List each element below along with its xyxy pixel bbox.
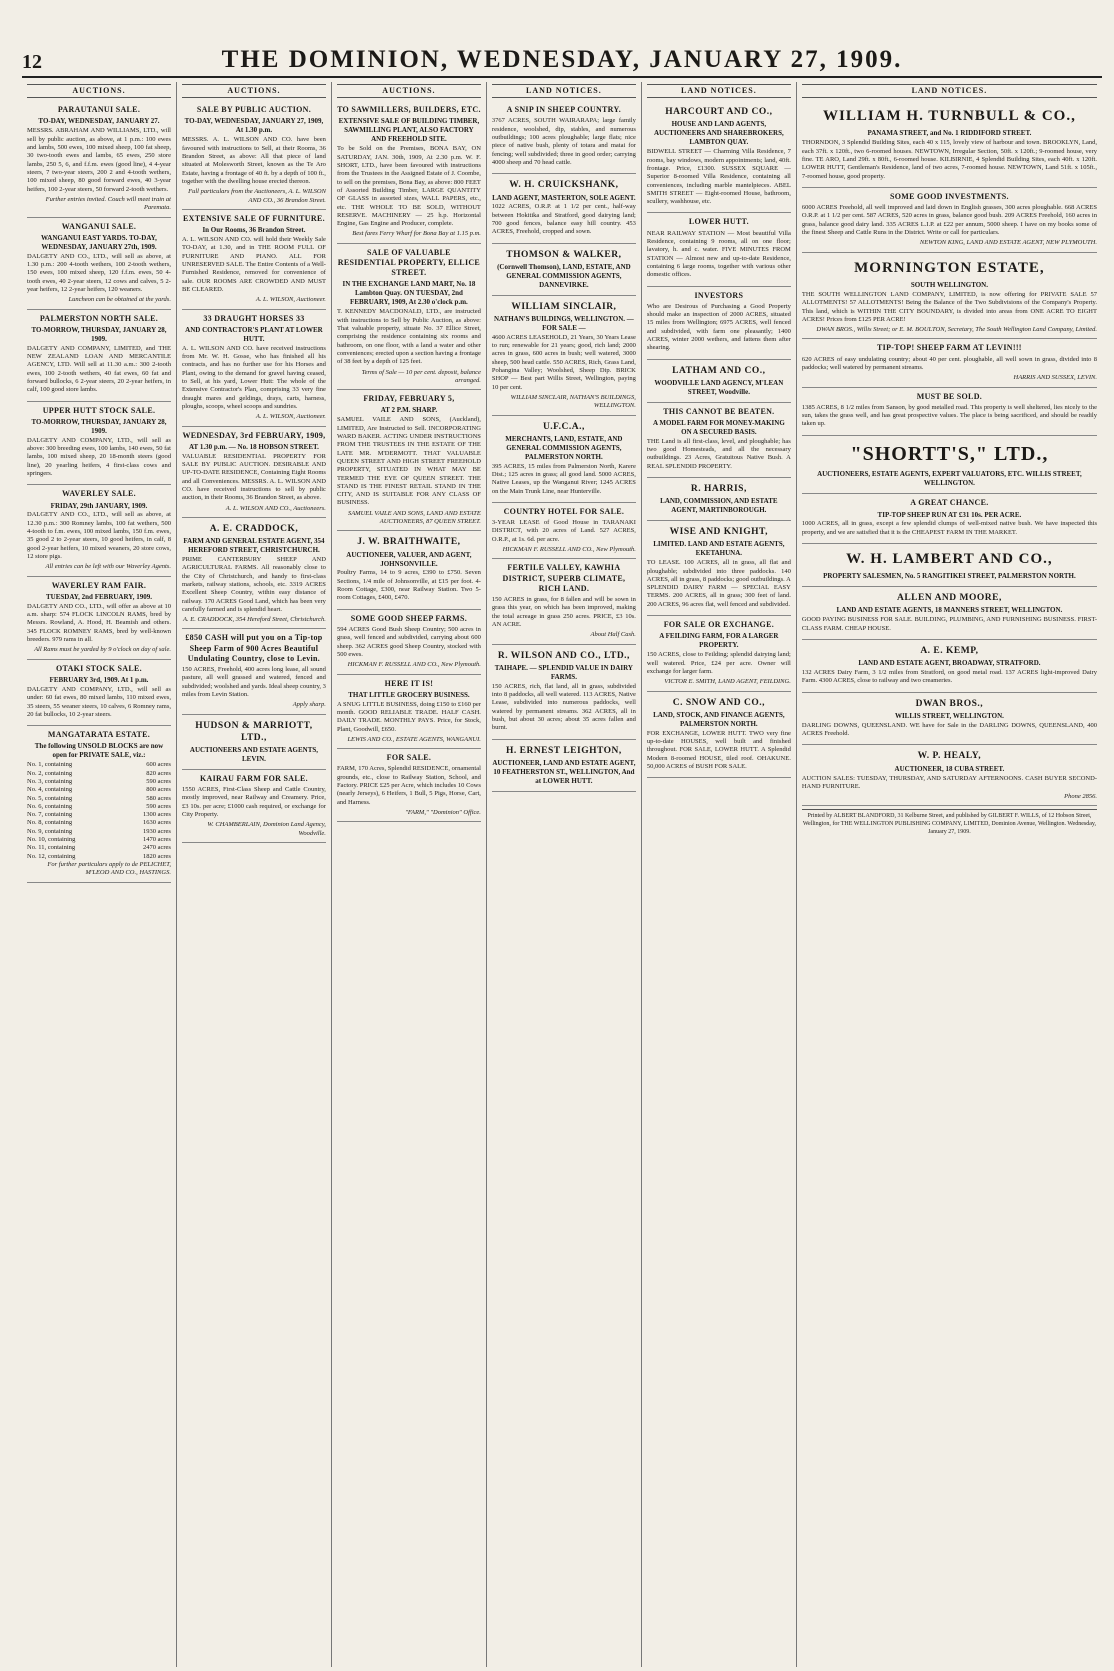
advertisement <box>337 610 481 675</box>
lot-area: 1930 acres <box>142 827 171 835</box>
advertisement <box>182 715 326 770</box>
advertisement <box>802 494 1097 544</box>
lot-area: 580 acres <box>146 794 171 802</box>
ad-subheading: IN THE EXCHANGE LAND MART, No. 18 Lambton Quay. ON TUESDAY, 2nd FEBRUARY, 1909, At 2.30 o'clock p.m. <box>342 280 476 307</box>
advertisement <box>27 310 171 402</box>
lot-label: No. 2, containing <box>27 769 73 777</box>
ad-headline: W. P. HEALY, <box>917 751 982 762</box>
lot-row <box>27 795 171 803</box>
ad-signature: Best fares Ferry Wharf for Bona Bay at 1.15 p.m. <box>352 230 481 238</box>
advertisement <box>337 531 481 609</box>
ad-subheading: WANGANUI EAST YARDS. TO-DAY, WEDNESDAY, JANUARY 27th, 1909. <box>41 233 157 251</box>
lot-row <box>27 844 171 852</box>
advertisement <box>337 675 481 750</box>
ad-signature: "FARM," "Dominion" Office. <box>405 809 481 817</box>
ad-headline: FRIDAY, FEBRUARY 5, <box>363 394 455 404</box>
page-number: 12 <box>22 51 42 73</box>
ad-body: FOR EXCHANGE, LOWER HUTT. TWO very fine up-to-date HOUSES, well built and finished throughout. FOR SALE, LOWER HUTT. A Splendid Modern 8-roomed HOUSE, tiled roof. OHAKUNE. 50,000 ACRES of BUSH FOR SALE. <box>646 729 791 770</box>
ad-signature: All entries can be left with our Waverley Agents. <box>45 563 171 571</box>
ad-headline: COUNTRY HOTEL FOR SALE. <box>503 506 625 516</box>
ad-subheading: TO-DAY, WEDNESDAY, JANUARY 27. <box>38 117 160 126</box>
advertisement <box>27 660 171 726</box>
lot-row <box>27 786 171 794</box>
column-6 <box>797 82 1102 1667</box>
ad-headline: FOR SALE. <box>386 753 432 763</box>
ad-body: DALGETY AND CO., LTD., will sell as above, at 1.30 p.m.: 200 4-tooth wethers, 100 2-tooth wethers, 150 ewes, 100 mixed sheep, 120 f.f.m. ewes, 50 4-tooth ewes, 40 2-year steers, 12 cows and calves, 5 2-year heifers, 12 2-year heifers, 120 weaners. <box>27 252 171 293</box>
ad-subheading: The following UNSOLD BLOCKS are now open for PRIVATE SALE, viz.: <box>34 742 164 760</box>
advertisement <box>492 645 636 740</box>
advertisement <box>492 174 636 243</box>
advertisement <box>647 287 791 360</box>
ad-signature: NEWTON KING, LAND AND ESTATE AGENT, NEW PLYMOUTH. <box>919 239 1097 247</box>
ad-headline: MANGATARATA ESTATE. <box>47 730 151 740</box>
ad-headline: THIS CANNOT BE BEATEN. <box>663 406 775 416</box>
ad-headline: WILLIAM SINCLAIR, <box>511 301 617 312</box>
ad-body: 3767 ACRES, SOUTH WAIRARAPA; large family residence, woolshed, dip, stables, and numerous outbuildings; 100 acres ploughable; large flats; nice piece of native bush, plenty of totara and matai for fencing; well subdivided; three in good order; carrying 4000 sheep and 70 head cattle. <box>491 117 636 167</box>
ad-body: 1550 ACRES, First-Class Sheep and Cattle Country, mostly improved, near Railway and Creamery. Price, £3 10s. per acre; £1000 cash required, or exchange for City Property. <box>181 786 326 819</box>
ad-signature: Further entries invited. Couch will meet train at Paremata. <box>45 195 171 212</box>
ad-body: 150 ACRES, close to Feilding; splendid dairying land; well watered. Price, £24 per acre. Owner will exchange for larger farm. <box>646 651 791 675</box>
ad-headline: WILLIAM H. TURNBULL & CO., <box>822 108 1076 125</box>
ad-headline: U.F.C.A., <box>542 421 585 432</box>
lot-area: 1300 acres <box>142 811 171 819</box>
advertisement <box>27 485 171 576</box>
ad-signature: W. CHAMBERLAIN, Dominion Land Agency, Woodville. <box>207 821 326 837</box>
ad-headline: HARCOURT AND CO., <box>665 107 773 118</box>
ad-headline: A SNIP IN SHEEP COUNTRY. <box>506 105 622 115</box>
ad-signature: Terms of Sale — 10 per cent. deposit, balance arranged. <box>361 368 481 384</box>
ad-headline: WAVERLEY SALE. <box>61 489 136 499</box>
lot-row <box>27 819 171 827</box>
ad-body: 3-YEAR LEASE of Good House in TARANAKI DISTRICT, with 20 acres of Land. 527 ACRES, O.R.P., at 1s. 6d. per acre. <box>491 519 636 543</box>
column-heading: LAND NOTICES. <box>802 84 1097 98</box>
ad-headline: J. W. BRAITHWAITE, <box>357 537 461 548</box>
ad-subheading: PROPERTY SALESMEN, No. 5 RANGITIKEI STREET, PALMERSTON NORTH. <box>823 572 1076 581</box>
advertisement <box>802 101 1097 188</box>
ad-headline: UPPER HUTT STOCK SALE. <box>42 405 156 415</box>
lot-label: No. 9, containing <box>27 827 73 835</box>
ad-signature: HARRIS AND SUSSEX, LEVIN. <box>1013 374 1097 382</box>
ad-signature: LEWIS AND CO., ESTATE AGENTS, WANGANUI. <box>347 735 481 743</box>
ad-subheading: WOODVILLE LAND AGENCY, M'LEAN STREET, Woodville. <box>654 378 784 396</box>
ad-headline: SALE BY PUBLIC AUCTION. <box>196 105 312 115</box>
advertisement <box>647 616 791 691</box>
lot-label: No. 12, containing <box>27 852 76 860</box>
ad-headline: FERTILE VALLEY, KAWHIA DISTRICT, SUPERB CLIMATE, RICH LAND. <box>502 563 626 593</box>
lot-area: 2470 acres <box>142 844 171 852</box>
ad-signature: Full particulars from the Auctioneers, A. L. WILSON AND CO., 36 Brandon Street. <box>188 188 326 204</box>
advertisement <box>27 402 171 486</box>
ad-headline: R. WILSON AND CO., LTD., <box>497 650 630 661</box>
advertisement <box>647 101 791 213</box>
advertisement <box>802 339 1097 387</box>
ad-signature: VICTOR E. SMITH, LAND AGENT, FEILDING. <box>664 678 791 686</box>
ad-subheading: LAND AGENT, MASTERTON, SOLE AGENT. <box>492 193 636 202</box>
ad-signature: For further particulars apply to de PELICHET, M'LEOD AND CO., HASTINGS. <box>47 861 171 877</box>
ad-body: MESSRS. ABRAHAM AND WILLIAMS, LTD., will sell by public auction, as above, at 1 p.m.: 100 ewes and lambs, 500 ewes, 100 mixed sheep, 100 fat sheep, 30 two-tooth ewes and lambs, 65 ewes, 250 store lambs, 250 5, 6, and f.f.m. ewes (good line), 4 4-year steers, 7 two-year steers, 200 2 and 4-tooth wethers, 100 mixed sheep, 80 good forward ewes, 40 3-year heifers, 100 2-year steers, 50 forward 2-tooth wethers. <box>27 127 171 193</box>
lot-label: No. 10, containing <box>27 836 76 844</box>
advertisement <box>492 296 636 416</box>
ad-body: A SNUG LITTLE BUSINESS, doing £150 to £160 per month. GOOD RELIABLE TRADE. HALF CASH. DAILY TRADE. MONTHLY PAYS. Price, for Stock, Plant, Goodwill, £650. <box>336 700 481 733</box>
ad-body: 1385 ACRES, 8 1/2 miles from Sanson, by good metalled road. This property is well sheltered, lies nicely to the sun, takes the grass well, and has great prospective values. The place is being sacrificed, and should be readily taken up. <box>801 403 1097 428</box>
ad-headline: W. H. LAMBERT AND CO., <box>846 551 1053 568</box>
ad-body: A. L. WILSON AND CO. will hold their Weekly Sale TO-DAY, at 1.30, and in THE ROOM FULL OF FURNITURE AND PIANO. ALL FOR UNRESERVED SALE. The Entire Contents of a Well-Furnished Residence, removed for convenience of sale. OUR ROOMS ARE CROWDED AND MUST BE CLEARED. <box>181 236 326 293</box>
ad-headline: R. HARRIS, <box>690 484 747 495</box>
ad-body: 150 ACRES, Freehold, 400 acres long lease, all sound pasture, all well grassed and watered, fenced and subdivided; woolshed and yards. Ideal sheep country, 3 miles from Levin Station. <box>181 666 326 699</box>
advertisement <box>337 749 481 822</box>
ad-signature: DWAN BROS., Willis Street; or E. M. BOULTON, Secretary, The South Wellington Land Company, Limited. <box>816 326 1097 334</box>
advertisement <box>492 244 636 296</box>
ad-subheading: EXTENSIVE SALE OF BUILDING TIMBER, SAWMILLING PLANT, ALSO FACTORY AND FREEHOLD SITE. <box>338 117 480 144</box>
ad-headline: PARAUTANUI SALE. <box>57 105 141 115</box>
lot-area: 800 acres <box>146 786 171 794</box>
ad-body: GOOD PAYING BUSINESS FOR SALE. BUILDING, PLUMBING, AND FURNISHING BUSINESS. FIRST-CLASS FARM. CHEAP HOUSE. <box>801 616 1097 632</box>
ad-headline: THOMSON & WALKER, <box>506 249 622 260</box>
ad-headline: EXTENSIVE SALE OF FURNITURE. <box>182 213 325 223</box>
ad-signature: Apply sharp. <box>292 701 326 709</box>
advertisement <box>182 518 326 630</box>
lot-label: No. 6, containing <box>27 802 73 810</box>
advertisement <box>802 436 1097 495</box>
ad-signature: SAMUEL VAILE AND SONS, LAND AND ESTATE AUCTIONEERS, 87 QUEEN STREET. <box>347 509 481 526</box>
ad-body: DALGETY AND COMPANY, LIMITED, and THE NEW ZEALAND LOAN AND MERCANTILE AGENCY, LTD. Will sell at 11.30 a.m.: 300 2-tooth ewes, 100 2-tooth wethers, 40 fat ewes, 60 fat and forward bullocks, 6 2-year steers, 20 2-year heifers, in calf, 100 good store lambs. <box>27 344 171 394</box>
ad-headline: SALE OF VALUABLE RESIDENTIAL PROPERTY, ELLICE STREET. <box>337 247 481 278</box>
ad-subheading: LAND AND ESTATE AGENT, BROADWAY, STRATFORD. <box>858 659 1041 668</box>
ad-body: 6000 ACRES Freehold, all well improved and laid down in English grasses, 300 acres ploughable. 668 ACRES O.R.P. at 1 1/2 per cent. 587 ACRES, 520 acres in grass, balance good bush. 209 ACRES Freehold, 160 acres in grass, balance good dairy land. 335 ACRES L.I.P. at £22 per annum, 5000 sheep. I have on my books some of the finest Sheep and Cattle Runs in the District. Write or call for particulars. <box>801 204 1097 237</box>
column-heading: AUCTIONS. <box>182 84 326 98</box>
lot-row <box>27 770 171 778</box>
ad-subheading: LIMITED. LAND AND ESTATE AGENTS, EKETAHUNA. <box>653 540 785 558</box>
ad-body: DALGETY AND COMPANY, LTD., will sell as above: 300 breeding ewes, 100 lambs, 140 ewes, 50 fat lambs, 100 mixed sheep, 20 18-month steers (good line), 20 yearling heifers, 4 first-class cows and springers. <box>27 436 171 477</box>
ad-subheading: MERCHANTS, LAND, ESTATE, AND GENERAL COMMISSION AGENTS, PALMERSTON NORTH. <box>505 434 623 461</box>
column-heading: AUCTIONS. <box>27 84 171 98</box>
ad-subheading: TO-MORROW, THURSDAY, JANUARY 28, 1909. <box>31 325 167 343</box>
lot-row <box>27 778 171 786</box>
ad-subheading: TAIHAPE. — SPLENDID VALUE IN DAIRY FARMS. <box>494 663 633 681</box>
lot-label: No. 8, containing <box>27 819 73 827</box>
lot-area: 1470 acres <box>142 836 171 844</box>
ad-headline: PALMERSTON NORTH SALE. <box>39 313 159 323</box>
lot-area: 1630 acres <box>142 819 171 827</box>
ad-subheading: LAND, COMMISSION, AND ESTATE AGENT, MARTINBOROUGH. <box>660 497 778 515</box>
ad-headline: SOME GOOD SHEEP FARMS. <box>350 613 468 623</box>
ad-subheading: AUCTIONEER, LAND AND ESTATE AGENT, 10 FEATHERSTON ST., WELLINGTON, And at LOWER HUTT. <box>492 758 636 785</box>
ad-headline: WEDNESDAY, 3rd FEBRUARY, 1909, <box>182 430 326 440</box>
ad-subheading: TUESDAY, 2nd FEBRUARY, 1909. <box>46 592 152 601</box>
advertisement <box>182 629 326 714</box>
ad-signature: A. L. WILSON AND CO., Auctioneers. <box>225 504 326 512</box>
advertisement <box>647 521 791 616</box>
advertisement <box>27 577 171 660</box>
ad-signature: HICKMAN F. RUSSELL AND CO., New Plymouth. <box>347 661 481 669</box>
advertisement <box>337 390 481 531</box>
advertisement <box>492 416 636 503</box>
lot-area: 1820 acres <box>142 852 171 860</box>
lot-label: No. 7, containing <box>27 811 73 819</box>
ad-subheading: PANAMA STREET, and No. 1 RIDDIFORD STREET. <box>867 129 1032 138</box>
newspaper-title: THE DOMINION, WEDNESDAY, JANUARY 27, 1909. <box>221 46 903 73</box>
ad-headline: TO SAWMILLERS, BUILDERS, ETC. <box>337 105 481 115</box>
ad-body: 620 ACRES of easy undulating country; about 40 per cent. ploughable, all well sown in grass, divided into 8 paddocks; well watered by permanent streams. <box>801 355 1097 371</box>
ad-subheading: AUCTIONEER, 18 CUBA STREET. <box>894 764 1005 773</box>
ad-body: NEAR RAILWAY STATION — Most beautiful Villa Residence, containing 9 rooms, all on one floor; lavatory, h. and c. water. FIVE MINUTES FROM STATION — Almost new and up-to-date Residence, containing 6 large rooms, together with various other domestic offices. <box>646 229 791 279</box>
ad-subheading: AUCTIONEER, VALUER, AND AGENT, JOHNSONVILLE. <box>346 550 472 568</box>
lot-label: No. 3, containing <box>27 777 73 785</box>
ad-subheading: AT 2 P.M. SHARP. <box>380 406 438 415</box>
advertisement <box>182 770 326 843</box>
ad-headline: WANGANUI SALE. <box>61 221 137 231</box>
lot-row <box>27 803 171 811</box>
advertisement <box>492 559 636 644</box>
ad-body: To be Sold on the Premises, BONA BAY, ON SATURDAY, JAN. 30th, 1909, At 2.30 p.m. W. F. SHORT, LTD., have been favoured with instructions from the Trustees in the Assigned Estate of J. Coombe, to sell on the premises, Bona Bay, as above: 800 FEET of Assorted Building Timber, LARGE QUANTITY OF GLASS in assorted sizes, WALL PAPERS, etc., etc. THE WHOLE TO BE SOLD, WITHOUT RESERVE. MACHINERY — 25 h.p. Horizontal Engine, Gas Engine and Producer, complete. <box>336 145 481 228</box>
lot-area: 600 acres <box>146 761 171 769</box>
ad-body: THE Land is all first-class, level, and ploughable; has two good Homesteads, and all the necessary outbuildings. 23 Acres, Gratuitous Native Bush. A REAL SPLENDID PROPERTY. <box>646 437 791 470</box>
ad-signature: Phone 2856. <box>1064 793 1097 801</box>
advertisement <box>182 210 326 310</box>
column-5 <box>642 82 797 1667</box>
ad-body: 594 ACRES Good Bush Sheep Country; 500 acres in grass, well fenced and subdivided, carrying about 600 sheep. 362 ACRES good Sheep Country, stocked with 500 ewes. <box>336 625 481 658</box>
ad-body: FARM, 170 Acres, Splendid RESIDENCE, ornamental grounds, etc., close to Railway Station, School, and Factory. PRICE £25 per Acre, which includes 10 Cows (nearly Jerseys), 6 Heifers, 1 Bull, 5 Pigs, Horse, Cart, and Harness. <box>336 765 481 806</box>
ad-subheading: LAND AND ESTATE AGENTS, 18 MANNERS STREET, WELLINGTON. <box>836 606 1063 615</box>
ad-subheading: FARM AND GENERAL ESTATE AGENT, 354 HEREFORD STREET, CHRISTCHURCH. <box>183 537 325 554</box>
ad-body: 1022 ACRES, O.R.P. at 1 1/2 per cent., half-way between Hokitika and Stratford, good dairying land; 700 good fences, balance easy hill country. 453 ACRES, Freehold, cropped and sown. <box>491 203 636 236</box>
advertisement <box>647 360 791 403</box>
advertisement <box>27 101 171 217</box>
ad-subheading: TO-MORROW, THURSDAY, JANUARY 28, 1909. <box>31 417 167 435</box>
ad-headline: OTAKI STOCK SALE. <box>56 663 142 673</box>
ad-headline: SOME GOOD INVESTMENTS. <box>889 191 1009 201</box>
ad-subheading: FEBRUARY 3rd, 1909. At 1 p.m. <box>49 675 149 684</box>
ad-headline: 33 DRAUGHT HORSES 33 <box>203 313 305 323</box>
advertisement <box>802 544 1097 587</box>
ad-subheading: TO-DAY, WEDNESDAY, JANUARY 27, 1909, At 1.30 p.m. <box>184 117 324 135</box>
ad-body: MESSRS. A. L. WILSON AND CO. have been favoured with instructions to Sell, at their Rooms, 36 Brandon Street, as above: All that piece of land situated at Molesworth Street, known as the Te Aro Estate, having a frontage of 40 ft. by a depth of 100 ft., together with the dwelling house erected thereon. <box>181 136 326 185</box>
lot-area: 590 acres <box>146 777 171 785</box>
ad-body: 4600 ACRES LEASEHOLD, 21 Years, 30 Years Lease to run; renewable for 21 years; good, rich land; 2000 acres in grass, 600 acres in bush; well watered, 3000 sheep, 500 head cattle. 550 ACRES, Rich, Grass Land, Pohangina Valley; Woolshed, Sheep Dip. BRICK SHOP — Best part Willis Street, Wellington, paying 10 per cent. <box>491 333 636 391</box>
advertisement <box>182 427 326 518</box>
ad-body: Who are Desirous of Purchasing a Good Property should make an inspection of 2000 ACRES, situated 15 miles from Wellington; 6975 ACRES, well fenced and subdivided, with farm one pleasantly; 1400 ACRES, winter 2000 wethers, and fattens them after shearing. <box>646 302 791 352</box>
column-2 <box>177 82 332 1667</box>
advertisement <box>802 640 1097 693</box>
ad-subheading: AUCTIONEERS, ESTATE AGENTS, EXPERT VALUATORS, ETC. WILLIS STREET, WELLINGTON. <box>817 470 1082 488</box>
column-3 <box>332 82 487 1667</box>
column-4 <box>487 82 642 1667</box>
ad-subheading: NATHAN'S BUILDINGS, WELLINGTON. — FOR SALE — <box>493 314 634 332</box>
ad-headline: WISE AND KNIGHT, <box>669 527 769 538</box>
advertisement <box>337 101 481 244</box>
ad-headline: MUST BE SOLD. <box>916 391 983 401</box>
ad-headline: A. E. KEMP, <box>920 645 979 656</box>
column-heading: LAND NOTICES. <box>492 84 636 98</box>
advertisement <box>182 310 326 427</box>
column-heading: AUCTIONS. <box>337 84 481 98</box>
ad-subheading: LAND, STOCK, AND FINANCE AGENTS, PALMERSTON NORTH. <box>653 710 785 728</box>
columns-grid <box>22 82 1102 1667</box>
ad-body: BIDWELL STREET — Charming Villa Residence, 7 rooms, bay windows, modern appointments; land, 40ft. frontage. Price, £1300. SUSSEX SQUARE — Superior 8-roomed Villa Residence, containing all conveniences, including marble mantelpieces. ABEL SMITH STREET — Eight-roomed House, bathroom, scullery, washhouse, etc. <box>646 148 791 206</box>
lot-row <box>27 761 171 769</box>
ad-body: 132 ACRES Dairy Farm, 3 1/2 miles from Stratford, on good metal road. 137 ACRES light-improved Dairy Farm. 4300 ACRES, close to railway and two creameries. <box>801 669 1097 685</box>
ad-headline: HUDSON & MARRIOTT, LTD., <box>195 720 313 743</box>
advertisement <box>647 478 791 521</box>
ad-body: AUCTION SALES: TUESDAY, THURSDAY, AND SATURDAY AFTERNOONS. CASH BUYER SECOND-HAND FURNITURE. <box>801 774 1097 790</box>
ad-body: DARLING DOWNS, QUEENSLAND. WE have for Sale in the DARLING DOWNS, QUEENSLAND, 400 ACRES Freehold. <box>801 721 1097 738</box>
lot-row <box>27 828 171 836</box>
ad-headline: LATHAM AND CO., <box>672 365 766 376</box>
ad-body: DALGETY AND COMPANY, LTD., will sell as under: 60 fat ewes, 80 mixed lambs, 110 mixed ewes, 35 steers, 55 weaner steers, 10 calves, 6 Romney rams, 20 fat bullocks, 10 2-year steers. <box>27 685 171 718</box>
advertisement <box>492 503 636 559</box>
ad-body: 395 ACRES, 15 miles from Palmerston North, Karere Dist.; 125 acres in grass; all good land. 5000 ACRES, Native Leases, up the Wanganui River; 1245 ACRES on the Main Trunk Line, near Hunterville. <box>491 462 636 495</box>
ad-body: SAMUEL VAILE AND SONS, (Auckland), LIMITED, Are Instructed to Sell. INCORPORATING WARD BAKER. ACTING UNDER INSTRUCTIONS FROM THE TRUSTEES IN THE ESTATE OF THE LATE MR. M'DERMOTT. THAT VALUABLE QUEEN STREET AND HIGH STREET FREEHOLD PROPERTY, SITUATED IN WHAT MAY BE TERMED THE EYE OF QUEEN STREET. THE STAND IS THE FINEST RETAIL STAND IN THE CITY, AND IS SUITABLE FOR ANY CLASS OF BUSINESS. <box>336 416 481 507</box>
ad-signature: A. L. WILSON, Auctioneer. <box>255 296 326 304</box>
ad-signature: Luncheon can be obtained at the yards. <box>68 296 171 304</box>
advertisement <box>647 403 791 478</box>
ad-body: 150 ACRES, rich, flat land, all in grass, subdivided into 8 paddocks, all well watered. 113 ACRES, Native Lease, subdivided into numerous paddocks, well watered by permanent streams. 362 ACRES, all in bush, but about 30 acres; about 35 acres fallen and burnt. <box>491 682 636 732</box>
advertisement <box>647 213 791 286</box>
lot-row <box>27 836 171 844</box>
ad-signature: WILLIAM SINCLAIR, NATHAN'S BUILDINGS, WELLINGTON. <box>510 393 636 410</box>
masthead <box>22 42 1102 78</box>
ad-body: THE SOUTH WELLINGTON LAND COMPANY, LIMITED, is now offering for PRIVATE SALE 57 ALLOTMENTS! 57 ALLOTMENTS! Being the Balance of the Two Subdivisions of the Company's Property. This land, which is WITHIN THE CITY BOUNDARY, is divided into areas from ONE ACRE TO EIGHT ACRES! Prices from £125 PER ACRE! <box>801 290 1097 323</box>
advertisement <box>802 388 1097 436</box>
ad-body: THORNDON, 3 Splendid Building Sites, each 40 x 115, lovely view of harbour and town. BROOKLYN, Land, each 37ft. x 120ft., two 6-roomed houses. NEWTOWN, Irregular Section, 50ft. x 120ft.; 9-roomed house, very fine. TE ARO, Land 29ft. x 80ft., 6-roomed house. KILBIRNIE, 4 Splendid Building Sites, each 40ft. x 120ft. LOWER HUTT, Gentleman's Residence, land of two acres, 7-roomed house. NEWTOWN, Land 51ft. x 105ft., 7-roomed house, good property. <box>801 139 1097 180</box>
ad-headline: "SHORTT'S," LTD., <box>850 442 1049 465</box>
lot-area: 590 acres <box>146 802 171 810</box>
ad-headline: INVESTORS <box>694 290 744 300</box>
ad-headline: WAVERLEY RAM FAIR. <box>51 580 147 590</box>
lot-label: No. 1, containing <box>27 761 73 769</box>
ad-body: T. KENNEDY MACDONALD, LTD., are instructed with instructions to Sell by Public Auction, as above: That valuable property, situate No. 37 Ellice Street, comprising the residence containing six rooms and bathroom, on one floor, with a land a water and other conveniences; erected upon a section having a frontage of 38 feet by a depth of 125 feet. <box>336 308 481 366</box>
ad-headline: W. H. CRUICKSHANK, <box>509 180 619 191</box>
ad-headline: MORNINGTON ESTATE, <box>854 259 1045 276</box>
ad-subheading: In Our Rooms, 36 Brandon Street. <box>202 226 306 235</box>
lot-row <box>27 853 171 861</box>
lot-label: No. 11, containing <box>27 844 76 852</box>
ad-body: 1000 ACRES, all in grass, except a few splendid clumps of well-mixed native bush. We have inspected this property, and we are satisfied that it is the CHEAPEST FARM IN THE MARKET. <box>801 520 1097 536</box>
ad-headline: A. E. CRADDOCK, <box>209 523 299 534</box>
ad-headline: C. SNOW AND CO., <box>672 697 765 708</box>
ad-headline: A GREAT CHANCE. <box>910 498 989 508</box>
ad-body: Poultry Farms, 14 to 9 acres, £390 to £750. Seven Sections, 1/4 mile of Johnsonville, at £15 per foot. 4-Room Cottage, £300, near Railway Station. Two 5-room Cottages, £400, £470. <box>336 569 481 602</box>
ad-signature: A. L. WILSON, Auctioneer. <box>255 413 326 421</box>
ad-subheading: SOUTH WELLINGTON. <box>910 280 988 289</box>
column-heading: LAND NOTICES. <box>647 84 791 98</box>
ad-headline: £850 CASH will put you on a Tip-top Sheep Farm of 900 Acres Beautiful Undulating Country, close to Levin. <box>185 633 323 663</box>
advertisement <box>802 693 1097 746</box>
ad-subheading: TIP-TOP SHEEP RUN AT £31 10s. PER ACRE. <box>877 510 1022 519</box>
ad-headline: HERE IT IS! <box>384 678 434 688</box>
ad-subheading: (Cornwell Thomson), LAND, ESTATE, AND GENERAL COMMISSION AGENTS, DANNEVIRKE. <box>497 262 631 289</box>
ad-body: TO LEASE. 100 ACRES, all in grass, all flat and ploughable; subdivided into three paddocks. 140 ACRES, all in grass, 8 paddocks; good outbuildings. A SPLENDID DAIRY FARM — SPECIAL EASY TERMS. 200 ACRES, all in grass; 300 feet of land. 200 ACRES, 96 acres flat, well fenced and subdivided. <box>646 559 791 608</box>
ad-headline: ALLEN AND MOORE, <box>896 593 1002 604</box>
advertisement <box>647 692 791 779</box>
ad-headline: H. ERNEST LEIGHTON, <box>505 745 622 756</box>
ad-subheading: A MODEL FARM FOR MONEY-MAKING ON A SECURED BASIS. <box>652 418 785 436</box>
ad-subheading: FRIDAY, 29th JANUARY, 1909. <box>50 501 148 510</box>
ad-signature: A. E. CRADDOCK, 354 Hereford Street, Christchurch. <box>183 616 326 624</box>
column-1 <box>22 82 177 1667</box>
ad-body: 150 ACRES in grass, for 8 fallen and will be sown in grass this year, on which has been improved, making the total acreage in grass 250 acres. PRICE, £3 10s. AN ACRE. <box>491 596 636 628</box>
ad-signature: About Half Cash. <box>590 631 636 639</box>
lot-label: No. 5, containing <box>27 794 73 802</box>
advertisement <box>182 101 326 210</box>
ad-subheading: HOUSE AND LAND AGENTS, AUCTIONEERS AND SHAREBROKERS, LAMBTON QUAY. <box>653 120 784 147</box>
ad-body: PRIME CANTERBURY SHEEP AND AGRICULTURAL FARMS. All reasonably close to the City of Christchurch, and handy to first-class markets, railway stations, schools, etc. 3319 ACRES Excellent Sheep Country, within easy distance of railway. 170 ACRES Good Land, which has been very carefully farmed and is splendid heart. <box>181 555 326 613</box>
ad-body: A. L. WILSON AND CO. have received instructions from Mr. W. H. Gosse, who has finished all his contracts, and has no further use for his Horses and Plant, owing to the demand for gravel having ceased, to Sell, at his yard, Lower Hutt: The whole of the Extensive Contractor's Plan, comprising 33 very fine draught mares and geldings, drays, carts, harness, ploughs, scoops, wheel scoops and sundries. <box>181 344 326 410</box>
advertisement <box>802 587 1097 640</box>
advertisement <box>802 745 1097 806</box>
ad-subheading: AUCTIONEERS AND ESTATE AGENTS, LEVIN. <box>189 746 318 763</box>
advertisement <box>802 188 1097 253</box>
ad-headline: LOWER HUTT. <box>688 217 749 227</box>
ad-subheading: AT 1.30 p.m. — No. 18 HOBSON STREET. <box>188 442 319 451</box>
printer-imprint: Printed by ALBERT BLANDFORD, 31 Kelburne Street, and published by GILBERT F. WILLS, of 12 Hobson Street, Wellington, for THE WELLINGTON PUBLISHING COMPANY, LIMITED, Dominion Avenue, Wellington. Wednesday, January 27, 1909. <box>802 809 1097 836</box>
ad-subheading: AND CONTRACTOR'S PLANT AT LOWER HUTT. <box>185 325 323 343</box>
ad-subheading: THAT LITTLE GROCERY BUSINESS. <box>348 690 470 699</box>
advertisement <box>802 253 1097 340</box>
ad-body: DALGETY AND CO., LTD., will sell as above, at 12.30 p.m.: 300 Romney lambs, 100 fat wethers, 500 4-tooth to f.m. ewes, 100 mixed lambs, 150 f.m. ewes, 35 good 2 to 2-year steers, 10 good heifers, in calf, 8 good 2-year heifers, 10 mixed weaners, 20 store cows, 12 store pigs. <box>27 511 171 561</box>
advertisement <box>27 726 171 883</box>
ad-body: DALGETY AND CO., LTD., will offer as above at 10 a.m. sharp: 574 FLOCK LINCOLN RAMS, bred by Messrs. Rowland, A. Hood, H. Beamish and others. 345 FLOCK ROMNEY RAMS, bred by well-known breeders. 979 rams in all. <box>27 602 171 644</box>
ad-headline: DWAN BROS., <box>915 698 984 709</box>
advertisement <box>337 244 481 390</box>
ad-headline: KAIRAU FARM FOR SALE. <box>199 773 308 783</box>
ad-subheading: WILLIS STREET, WELLINGTON. <box>894 711 1004 720</box>
ad-headline: FOR SALE OR EXCHANGE. <box>663 620 775 630</box>
ad-signature: HICKMAN F. RUSSELL AND CO., New Plymouth. <box>502 546 636 554</box>
ad-subheading: A FEILDING FARM, FOR A LARGER PROPERTY. <box>659 632 779 650</box>
lot-row <box>27 811 171 819</box>
advertisement <box>492 740 636 792</box>
lot-area: 820 acres <box>146 769 171 777</box>
ad-signature: All Rams must be yarded by 9 o'clock on day of sale. <box>34 646 171 654</box>
ad-headline: TIP-TOP! SHEEP FARM AT LEVIN!!! <box>877 343 1022 353</box>
advertisement <box>492 101 636 174</box>
ad-body: VALUABLE RESIDENTIAL PROPERTY FOR SALE BY PUBLIC AUCTION. DESIRABLE AND UP-TO-DATE RESIDENCE, Containing Eight Rooms and all Conveniences. MESSRS. A. L. WILSON AND CO. have received instructions to sell by public auction, in their Rooms, 36 Brandon Street, as above. <box>181 452 326 502</box>
lot-label: No. 4, containing <box>27 786 73 794</box>
advertisement <box>27 218 171 310</box>
